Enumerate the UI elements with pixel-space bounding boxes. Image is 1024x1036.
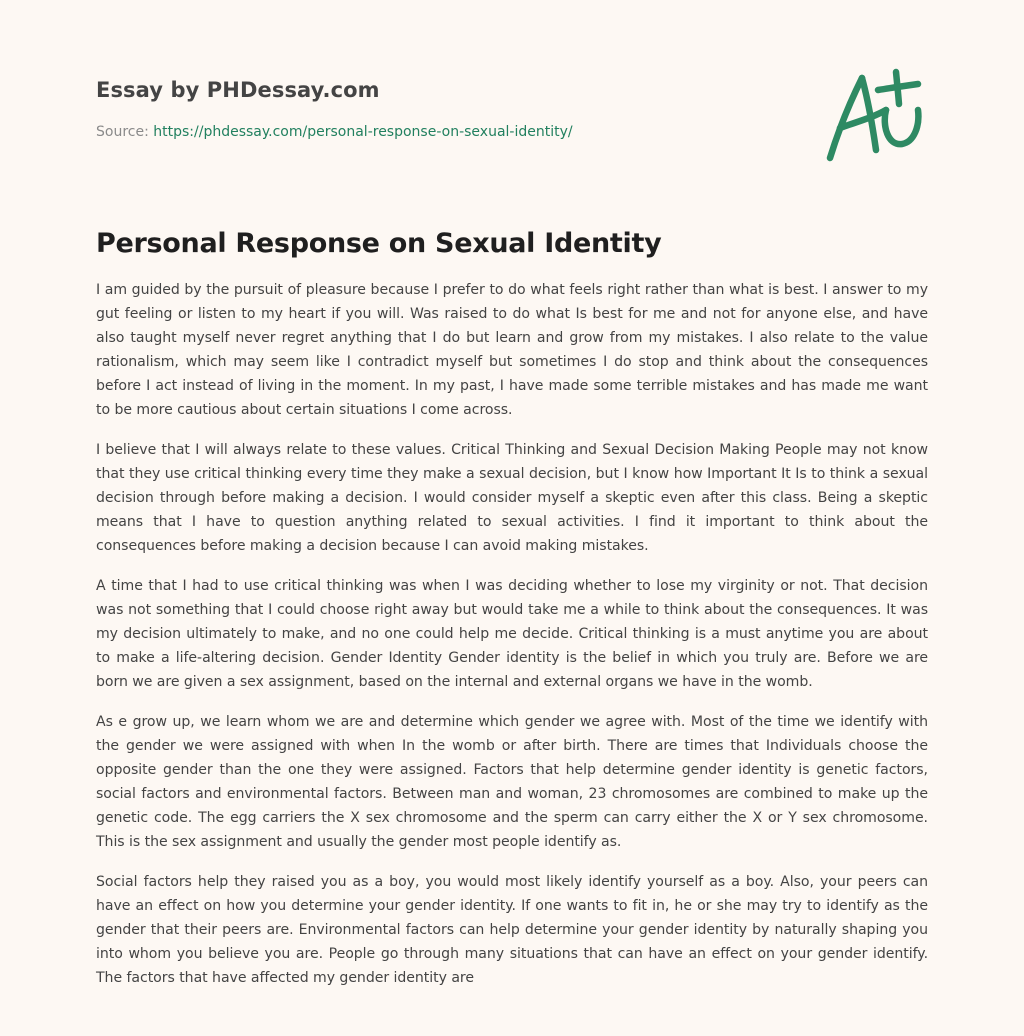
source-line xyxy=(96,122,796,142)
essay-title: Personal Response on Sexual Identity xyxy=(96,228,662,259)
source-link[interactable]: https://phdessay.com/personal-response-on-sexual-identity/ xyxy=(153,124,573,140)
essay-paragraph: I am guided by the pursuit of pleasure because I prefer to do what feels right rather than what is best. I answer to my gut feeling or listen to my heart if you will. Was raised to do what Is best for me and not for anyone else, and have also taught myself never regret anything that I do but learn and grow from my mistakes. I also relate to the value rationalism, which may seem like I contradict myself but sometimes I do stop and think about the consequences before I act instead of living in the moment. In my past, I have made some terrible mistakes and has made me want to be more cautious about certain situations I come across. xyxy=(96,282,928,418)
essay-paragraph: A time that I had to use critical thinking was when I was deciding whether to lose my virginity or not. That decision was not something that I could choose right away but would take me a while to think about the consequences. It was my decision ultimately to make, and no one could help me decide. Critical thinking is a must anytime you are about to make a life-altering decision. Gender Identity Gender identity is the belief in which you truly are. Before we are born we are given a sex assignment, based on the internal and external organs we have in the womb. xyxy=(96,578,928,690)
site-title: Essay by PHDessay.com xyxy=(96,78,380,102)
essay-paragraph: As e grow up, we learn whom we are and determine which gender we agree with. Most of the time we identify with the gender we were assigned with when In the womb or after birth. There are times that Individuals choose the opposite gender than the one they were assigned. Factors that help determine gender identity is genetic factors, social factors and environmental factors. Between man and woman, 23 chromosomes are combined to make up the genetic code. The egg carriers the X sex chromosome and the sperm can carry either the X or Y sex chromosome. This is the sex assignment and usually the gender most people identify as. xyxy=(96,714,928,850)
essay-content xyxy=(96,226,928,1006)
source-label: Source: xyxy=(96,124,154,140)
essay-paragraph: I believe that I will always relate to these values. Critical Thinking and Sexual Decision Making People may not know that they use critical thinking every time they make a sexual decision, but I know how Important It Is to think a sexual decision through before making a decision. I would consider myself a skeptic even after this class. Being a skeptic means that I have to question anything related to sexual activities. I find it important to think about the consequences before making a decision because I can avoid making mistakes. xyxy=(96,442,928,554)
a-plus-grade-logo xyxy=(820,66,930,166)
page-header xyxy=(96,76,796,142)
a-plus-logo-icon xyxy=(820,66,930,166)
essay-paragraph: Social factors help they raised you as a boy, you would most likely identify yourself as a boy. Also, your peers can have an effect on how you determine your gender identity. If one wants to fit in, he or she may try to identify as the gender that their peers are. Environmental factors can help determine your gender identity by naturally shaping you into whom you believe you are. People go through many situations that can have an effect on your gender identify. The factors that have affected my gender identity are xyxy=(96,874,928,986)
